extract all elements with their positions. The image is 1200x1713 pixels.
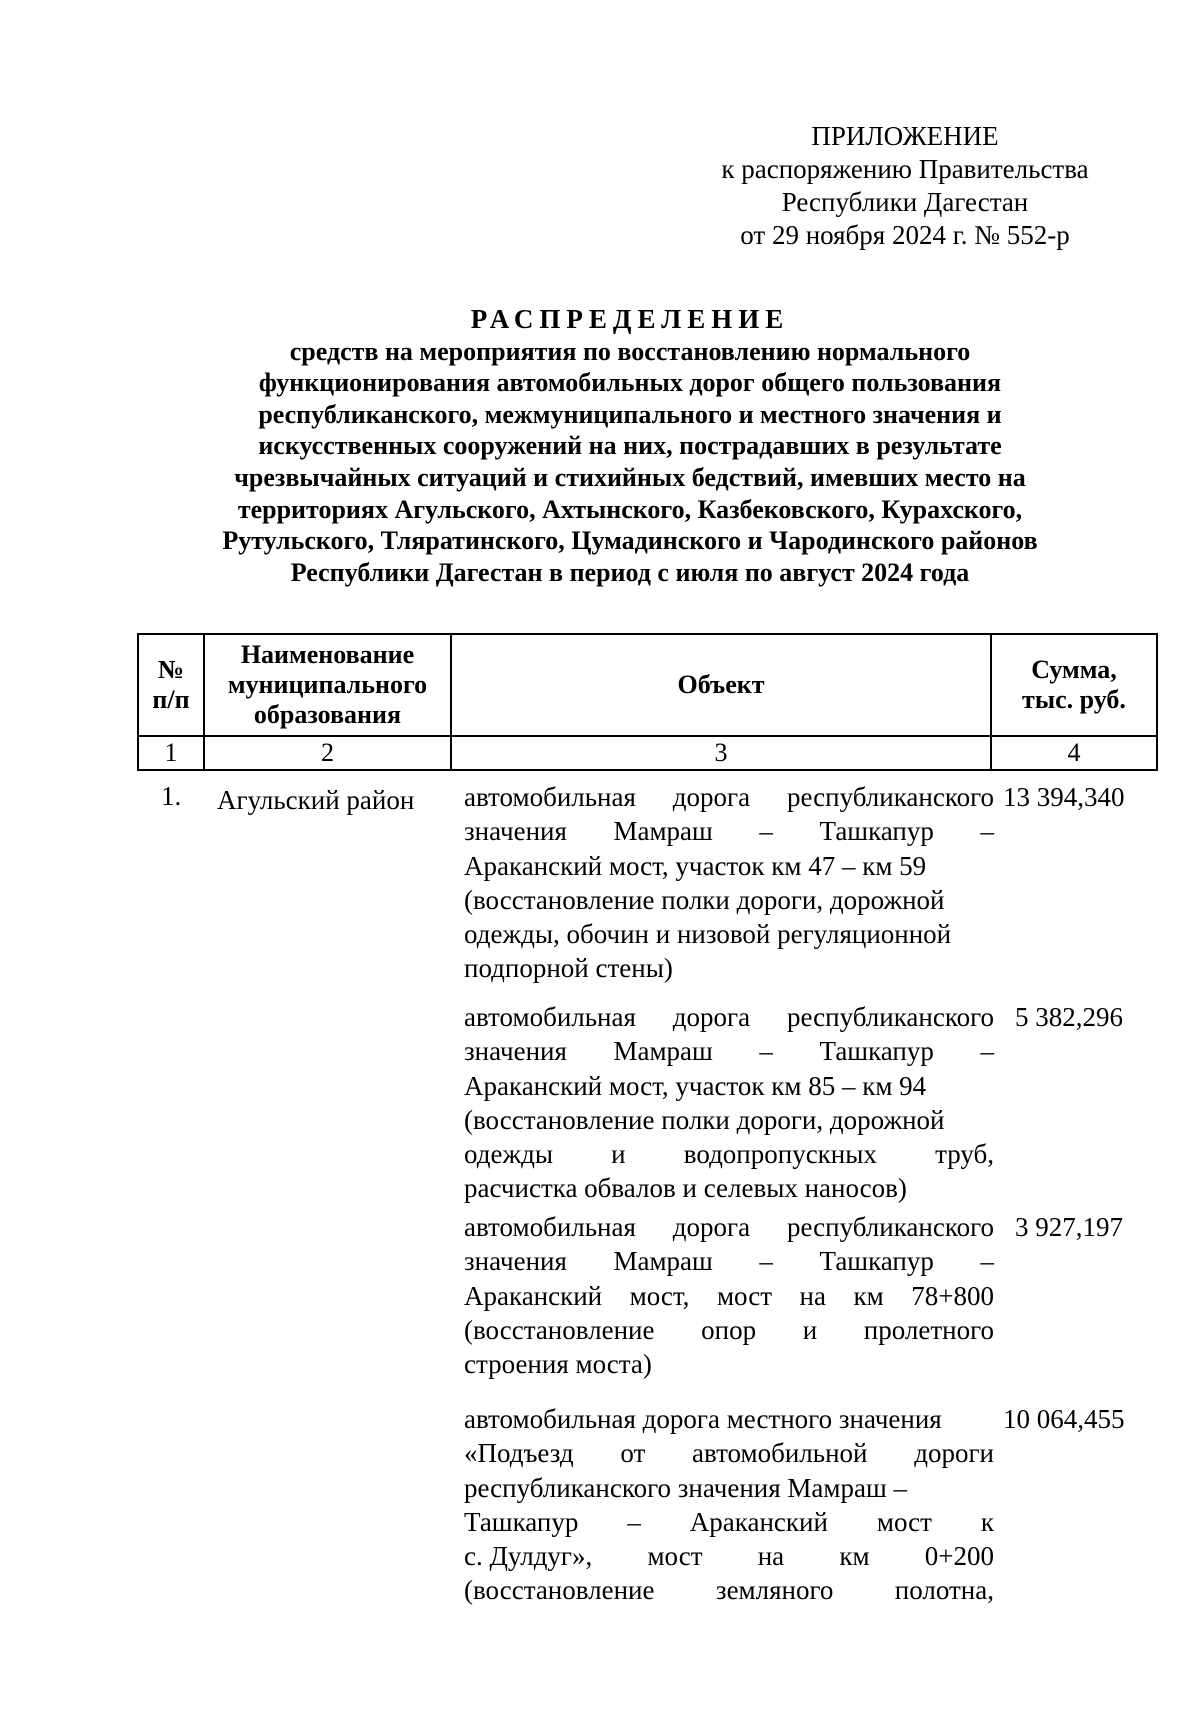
appendix-date-number: от 29 ноября 2024 г. № 552-р bbox=[740, 220, 1070, 250]
heading-line: функционирования автомобильных дорог общего пользования bbox=[258, 368, 1002, 398]
object-line: «Подъезд от автомобильной дороги bbox=[464, 1438, 994, 1469]
column-number-row bbox=[138, 736, 1157, 770]
object-line: значения Мамраш – Ташкапур – bbox=[464, 816, 994, 847]
object-line: строения моста) bbox=[464, 1349, 652, 1380]
appendix-line: к распоряжению Правительства bbox=[721, 154, 1089, 184]
object-line: (восстановление полки дороги, дорожной bbox=[464, 1104, 945, 1135]
table-header-row bbox=[138, 634, 1157, 736]
object-line: автомобильная дорога республиканского bbox=[464, 1212, 994, 1242]
object-line: Араканский мост, участок км 47 – км 59 bbox=[464, 850, 927, 881]
municipality-name: Агульский район bbox=[217, 785, 415, 815]
appendix-block bbox=[690, 120, 1120, 252]
object-line: Ташкапур – Араканский мост к bbox=[464, 1506, 994, 1537]
sum-value: 5 382,296 bbox=[1015, 1002, 1123, 1032]
object-line: подпорной стены) bbox=[464, 953, 673, 984]
header-sum: Сумма, тыс. руб. bbox=[991, 634, 1157, 736]
sum-value: 13 394,340 bbox=[1003, 782, 1125, 812]
object-line: автомобильная дорога республиканского bbox=[464, 782, 994, 812]
object-line: расчистка обвалов и селевых наносов) bbox=[464, 1173, 907, 1204]
appendix-line: Республики Дагестан bbox=[781, 187, 1029, 217]
heading-line: Рутульского, Тляратинского, Цумадинского и Чародинского районов bbox=[222, 526, 1038, 556]
header-municipality: Наименование муниципального образования bbox=[204, 634, 451, 736]
object-line: автомобильная дорога республиканского bbox=[464, 1002, 994, 1032]
heading-line: чрезвычайных ситуаций и стихийных бедствий, имевших место на bbox=[234, 462, 1026, 492]
heading-line: Республики Дагестан в период с июля по август 2024 года bbox=[290, 557, 970, 587]
column-number: 2 bbox=[204, 736, 451, 770]
distribution-table bbox=[137, 633, 1158, 771]
object-description bbox=[464, 780, 994, 986]
sum-value: 10 064,455 bbox=[1003, 1404, 1125, 1434]
object-line: одежды и водопропускных труб, bbox=[464, 1139, 994, 1170]
object-line: (восстановление опор и пролетного bbox=[464, 1314, 994, 1345]
table-body bbox=[137, 770, 1156, 1713]
object-line: значения Мамраш – Ташкапур – bbox=[464, 1036, 994, 1067]
object-line: автомобильная дорога местного значения bbox=[464, 1404, 942, 1434]
heading-line: средств на мероприятия по восстановлению нормального bbox=[289, 336, 971, 366]
object-line: республиканского значения Мамраш – bbox=[464, 1472, 907, 1503]
column-number: 1 bbox=[138, 736, 204, 770]
object-line: (восстановление земляного полотна, bbox=[464, 1575, 994, 1606]
object-line: Араканский мост, мост на км 78+800 bbox=[464, 1280, 994, 1311]
column-number: 4 bbox=[991, 736, 1157, 770]
sum-value: 3 927,197 bbox=[1015, 1212, 1123, 1242]
row-number: 1. bbox=[161, 781, 182, 811]
heading-line: территориях Агульского, Ахтынского, Казбековского, Курахского, bbox=[237, 494, 1023, 524]
object-line: (восстановление полки дороги, дорожной bbox=[464, 884, 945, 915]
object-line: с. Дулдуг», мост на км 0+200 bbox=[464, 1541, 994, 1572]
column-number: 3 bbox=[451, 736, 991, 770]
heading-line: искусственных сооружений на них, пострадавших в результате bbox=[258, 431, 1002, 461]
heading-line: республиканского, межмуниципального и местного значения и bbox=[258, 399, 1002, 429]
object-line: одежды, обочин и низовой регуляционной bbox=[464, 919, 952, 950]
document-heading bbox=[140, 304, 1120, 588]
heading-title: РАСПРЕДЕЛЕНИЕ bbox=[470, 304, 790, 334]
object-description bbox=[464, 1210, 994, 1381]
object-description bbox=[464, 1000, 994, 1206]
object-line: значения Мамраш – Ташкапур – bbox=[464, 1246, 994, 1277]
object-line: Араканский мост, участок км 85 – км 94 bbox=[464, 1070, 927, 1101]
header-object: Объект bbox=[451, 634, 991, 736]
appendix-title: ПРИЛОЖЕНИЕ bbox=[811, 121, 999, 151]
object-description bbox=[464, 1402, 994, 1608]
header-number: № п/п bbox=[138, 634, 204, 736]
